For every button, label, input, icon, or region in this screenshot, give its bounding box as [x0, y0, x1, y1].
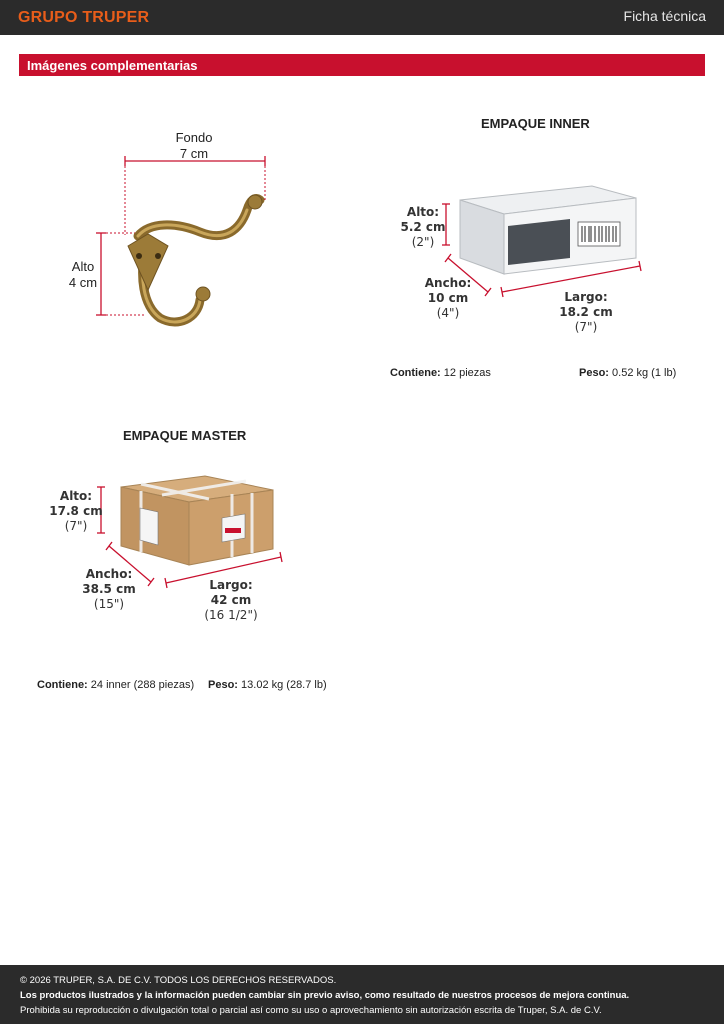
inner-weight	[579, 367, 676, 379]
inner-package-title: EMPAQUE INNER	[481, 116, 590, 131]
inner-height-dim	[396, 205, 450, 250]
master-height-dim	[46, 489, 106, 534]
master-length-cm: 42 cm	[210, 593, 252, 607]
master-package-title: EMPAQUE MASTER	[123, 428, 247, 443]
inner-contains-value: 12 piezas	[443, 367, 491, 379]
inner-width-cm: 10 cm	[427, 291, 469, 305]
inner-contains	[390, 367, 491, 379]
master-width-in: (15")	[93, 597, 125, 611]
footer-copyright: © 2026 TRUPER, S.A. DE C.V. TODOS LOS DERECHOS RESERVADOS.	[20, 975, 337, 986]
inner-length-dim	[556, 290, 616, 335]
inner-length-label: Largo:	[564, 290, 608, 304]
footer-prohibition: Prohibida su reproducción o divulgación total o parcial así como su uso o aprovechamiento sin autorización escrita de Truper, S.A. de C.V.	[20, 1005, 602, 1016]
master-width-label: Ancho:	[85, 567, 133, 581]
section-title: Imágenes complementarias	[27, 58, 198, 73]
master-width-cm: 38.5 cm	[82, 582, 136, 596]
inner-width-in: (4")	[436, 306, 460, 320]
inner-width-label: Ancho:	[424, 276, 472, 290]
master-contains	[37, 679, 194, 691]
master-contains-value: 24 inner (288 piezas)	[90, 679, 195, 691]
inner-contains-label: Contiene:	[390, 367, 441, 379]
master-height-in: (7")	[64, 519, 88, 533]
inner-width-dim	[418, 276, 478, 321]
master-height-cm: 17.8 cm	[49, 504, 103, 518]
master-width-dim	[76, 567, 142, 612]
inner-weight-value: 0.52 kg (1 lb)	[612, 367, 677, 379]
footer-notice: Los productos ilustrados y la información pueden cambiar sin previo aviso, como resultado de nuestros procesos de mejora continua.	[20, 990, 630, 1001]
master-weight-label: Peso:	[208, 679, 238, 691]
master-length-in: (16 1/2")	[204, 608, 258, 622]
inner-length-in: (7")	[574, 320, 598, 334]
master-height-label: Alto:	[59, 489, 93, 503]
master-weight-value: 13.02 kg (28.7 lb)	[241, 679, 327, 691]
document-type: Ficha técnica	[623, 8, 706, 24]
footer	[0, 965, 724, 1024]
inner-height-in: (2")	[411, 235, 435, 249]
product-hook-image	[96, 156, 265, 322]
depth-value: 7 cm	[179, 146, 209, 161]
height-value: 4 cm	[68, 275, 98, 290]
brand-logo: GRUPO TRUPER	[18, 9, 150, 26]
inner-height-label: Alto:	[406, 205, 440, 219]
depth-label: Fondo	[175, 130, 213, 145]
inner-weight-label: Peso:	[579, 367, 609, 379]
inner-length-cm: 18.2 cm	[559, 305, 613, 319]
height-label: Alto	[71, 259, 95, 274]
master-weight	[208, 679, 327, 691]
master-contains-label: Contiene:	[37, 679, 88, 691]
inner-height-cm: 5.2 cm	[400, 220, 446, 234]
master-length-dim	[196, 578, 266, 623]
master-length-label: Largo:	[209, 578, 253, 592]
